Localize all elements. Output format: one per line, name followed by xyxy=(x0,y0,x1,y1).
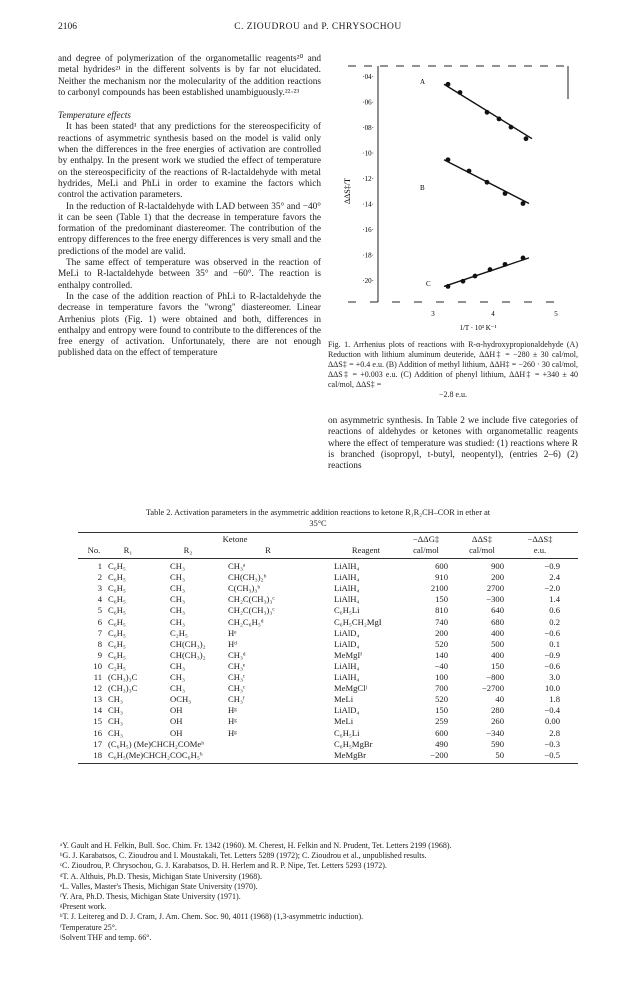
cell-mdds: 1.8 xyxy=(549,694,560,705)
cell-dds: 260 xyxy=(491,716,504,727)
cell-no: 17 xyxy=(93,738,102,749)
cell-reagent: MeLi xyxy=(334,694,354,705)
y-axis-label: ΔΔS‡/T xyxy=(343,178,352,204)
page-number: 2106 xyxy=(58,22,77,32)
cell-reagent: LiAlD₄ xyxy=(334,638,360,649)
paragraph-4: The same effect of temperature was observed in the reaction of MeLi to R-lactaldehyde between 35° and −60°. The reaction is enthalpy controlled. xyxy=(58,258,321,291)
cell-r2: CH₃ xyxy=(170,605,185,616)
y-tick-label: ·12· xyxy=(362,175,374,183)
table-row xyxy=(78,594,578,605)
cell-r1: C₂H₅ xyxy=(108,660,126,671)
header-ddg-unit: cal/mol xyxy=(413,545,439,555)
cell-r: CH₃ᶠ xyxy=(228,694,245,705)
cell-r1: CH₃ xyxy=(108,705,123,716)
table-title xyxy=(58,507,578,529)
data-point-c xyxy=(503,262,508,267)
cell-dds: 50 xyxy=(495,749,504,760)
cell-ddg: 740 xyxy=(435,616,448,627)
header-ketone: Ketone xyxy=(222,534,248,544)
cell-ddg: 520 xyxy=(435,694,448,705)
cell-reagent: LiAlD₄ xyxy=(334,705,360,716)
cell-r2: CH₃ xyxy=(170,594,185,605)
cell-no: 14 xyxy=(93,705,102,716)
footnote: ᶜC. Zioudrou, P. Chrysochou, G. J. Karabatsos, D. H. Herlem and R. P. Nipe, Tet. Letters 5293 (1972). xyxy=(60,861,387,871)
cell-ddg: 140 xyxy=(435,649,448,660)
cell-mdds: 2.8 xyxy=(549,727,560,738)
cell-r1: CH₃ xyxy=(108,727,123,738)
cell-dds: 200 xyxy=(491,572,504,583)
table-footnotes xyxy=(58,841,578,943)
data-point-a xyxy=(458,90,463,95)
cell-r: Hᵈ xyxy=(228,638,237,649)
series-label-b: B xyxy=(420,184,425,192)
cell-r: CH(CH₃)₂ᵇ xyxy=(228,572,267,583)
cell-no: 13 xyxy=(93,694,102,705)
cell-mdds: −0.9 xyxy=(544,561,560,571)
cell-ddg: 810 xyxy=(435,605,448,616)
cell-r1: (CH₃)₃C xyxy=(108,672,138,682)
y-tick-label: ·20· xyxy=(362,277,374,285)
cell-r: CH₂C(CH₃)₃ᶜ xyxy=(228,594,275,605)
cell-reagent: LiAlH₄ xyxy=(334,660,360,671)
x-tick-label: 5 xyxy=(554,310,558,318)
data-point-b xyxy=(467,169,472,174)
cell-dds: 400 xyxy=(491,649,504,660)
cell-dds: −340 xyxy=(486,727,504,738)
cell-r2: CH₃ xyxy=(170,683,185,694)
data-point-c xyxy=(473,274,478,279)
table-row xyxy=(78,572,578,583)
cell-r1: (CH₃)₃C xyxy=(108,683,138,694)
cell-no: 8 xyxy=(97,638,102,649)
cell-dds: 900 xyxy=(491,561,504,571)
cell-r: Hᵍ xyxy=(228,727,237,738)
table-rule-top xyxy=(78,532,578,533)
figure-caption xyxy=(328,340,578,400)
cell-dds: 280 xyxy=(491,705,504,716)
cell-reagent: LiAlH₄ xyxy=(334,594,360,605)
cell-dds: −300 xyxy=(486,594,504,605)
data-point-a xyxy=(524,136,529,141)
footnote: ᵍPresent work. xyxy=(60,902,107,912)
y-tick-label: ·16· xyxy=(362,226,374,234)
running-authors: C. ZIOUDROU and P. CHRYSOCHOU xyxy=(234,22,402,32)
x-axis-label: 1/T · 10³ K⁻¹ xyxy=(459,324,497,332)
y-tick-label: ·06· xyxy=(362,98,374,107)
cell-ddg: 150 xyxy=(435,705,448,716)
header-dds-unit: cal/mol xyxy=(469,545,495,555)
cell-r: CH₃ᶜ xyxy=(228,672,246,682)
cell-no: 6 xyxy=(97,616,102,627)
header-no: No. xyxy=(87,545,101,555)
cell-ddg: 2100 xyxy=(430,583,448,594)
cell-no: 4 xyxy=(97,594,102,605)
cell-mdds: −2.0 xyxy=(544,583,560,594)
cell-reagent: C₆H₅CH₂MgI xyxy=(334,616,382,627)
table-rule-bottom xyxy=(78,763,578,764)
table-row xyxy=(78,639,578,650)
cell-reagent: C₆H₅MgBr xyxy=(334,738,373,749)
cell-r: Hᵍ xyxy=(228,716,237,727)
cell-r2: CH₃ xyxy=(170,572,185,583)
caption-text: Fig. 1. Arrhenius plots of reactions with R-α-hydroxypropionaldehyde (A) Reduction with lithium aluminum deuteride, ΔΔH‡ = −280 ± 30 cal/mol, ΔΔS‡ = +0.4 e.u. (B) Addition of methyl lithium, ΔΔH‡ = −260 · 30 cal/mol, ΔΔS‡ = +0.003 e.u. (C) Addition of phenyl lithium, ΔΔH‡ = +340 ± 40 cal/mol, ΔΔS‡ = xyxy=(328,340,578,389)
y-tick-label: ·10· xyxy=(362,149,374,158)
cell-ddg: 490 xyxy=(435,738,448,749)
cell-reagent: MeMgIᶠ xyxy=(334,649,363,660)
cell-r2: C₂H₅ xyxy=(170,627,188,638)
table-row xyxy=(78,739,578,750)
footnote: ᶠY. Ara, Ph.D. Thesis, Michigan State University (1971). xyxy=(60,892,241,902)
cell-r: CH₃ᵃ xyxy=(228,561,246,571)
cell-no: 2 xyxy=(97,572,102,583)
x-tick-labels xyxy=(431,310,558,318)
cell-no: 10 xyxy=(93,660,102,671)
cell-ddg: 910 xyxy=(435,572,448,583)
cell-r2: CH(CH₃)₂ xyxy=(170,638,206,649)
cell-r1: C₆H₅ xyxy=(108,594,126,605)
series-label-c: C xyxy=(426,280,431,288)
table-title-line-2: 35°C xyxy=(309,519,327,528)
table-row xyxy=(78,683,578,694)
data-point-b xyxy=(521,201,526,206)
cell-dds: −2700 xyxy=(481,683,504,694)
cell-r1: C₆H₅ xyxy=(108,605,126,616)
y-tick-label: ·04· xyxy=(362,73,374,81)
x-tick-label: 4 xyxy=(491,310,495,318)
table-title-line-1: Table 2. Activation parameters in the asymmetric addition reactions to ketone R₁R₂CH–COR in ether at xyxy=(145,508,491,517)
table-row xyxy=(78,694,578,705)
cell-ddg: 200 xyxy=(435,627,448,638)
cell-ddg: 600 xyxy=(435,727,448,738)
cell-dds: −800 xyxy=(486,672,504,682)
cell-r1: C₆H₅ xyxy=(108,638,126,649)
arrhenius-plot xyxy=(328,54,578,339)
header-r1: R₁ xyxy=(123,545,133,555)
table-row xyxy=(78,650,578,661)
caption-last-line: −2.8 e.u. xyxy=(438,390,468,399)
cell-reagent: LiAlH₄ xyxy=(334,561,360,571)
cell-r1: C₆H₅ xyxy=(108,616,126,627)
cell-dds: 2700 xyxy=(486,583,504,594)
y-tick-label: ·08· xyxy=(362,124,374,132)
data-point-a xyxy=(509,125,514,130)
table-row xyxy=(78,661,578,672)
cell-r: CH₂C₆H₅ᵈ xyxy=(228,616,264,627)
figure-1 xyxy=(328,54,578,339)
cell-r: Hᵉ xyxy=(228,627,237,638)
footnote: ᵈT. A. Althuis, Ph.D. Thesis, Michigan State University (1968). xyxy=(60,871,262,881)
header-r: R xyxy=(265,545,271,555)
cell-r2: CH(CH₃)₂ xyxy=(170,649,206,660)
cell-r1: C₆H₅ xyxy=(108,649,126,660)
cell-mdds: 3.0 xyxy=(549,672,560,682)
cell-no: 1 xyxy=(97,561,102,571)
data-point-a xyxy=(485,110,490,115)
cell-ddg: −200 xyxy=(430,749,448,760)
cell-dds: 680 xyxy=(491,616,504,627)
paragraph-5: In the case of the addition reaction of PhLi to R-lactaldehyde the decrease in temperature favors the "wrong" diastereomer. Linear Arrhenius plots (Fig. 1) were obtained and both, differences in enthalpy and entropy were found to contribute to the differences of the free energy of activation. Unfortunately, there are not enough published data on the effect of temperature xyxy=(58,291,321,359)
header-r2: R₂ xyxy=(183,545,193,555)
cell-ddg: 600 xyxy=(435,561,448,571)
cell-r2: OH xyxy=(170,727,183,738)
footnote: ʰT. J. Leitereg and D. J. Cram, J. Am. Chem. Soc. 90, 4011 (1968) (1,3-asymmetric induction). xyxy=(60,912,364,922)
cell-reagent: MeMgClʲ xyxy=(334,683,367,694)
cell-r2: OCH₃ xyxy=(170,694,192,705)
cell-no: 15 xyxy=(93,716,102,727)
y-tick-label: ·18· xyxy=(362,251,374,260)
cell-r1: (C₆H₅) (Me)CHCH₂COMeʰ xyxy=(108,738,205,749)
series-line-c xyxy=(444,258,529,287)
footnote: ᵇG. J. Karabatsos, C. Zioudrou and I. Moustakali, Tet. Letters 5289 (1972); C. Zioudrou et al., unpublished results. xyxy=(60,851,427,861)
y-tick-label: ·14· xyxy=(362,200,374,209)
header-mdds-unit: e.u. xyxy=(533,545,547,555)
footnote: ʲSolvent THF and temp. 66°. xyxy=(60,932,152,942)
cell-r1: CH₃ xyxy=(108,716,123,727)
data-point-c xyxy=(446,284,451,289)
header-mdds: −ΔΔS‡ xyxy=(527,534,553,544)
cell-reagent: LiAlD₄ xyxy=(334,627,360,638)
header-reagent: Reagent xyxy=(351,545,381,555)
cell-dds: 150 xyxy=(491,660,504,671)
cell-r2: CH₃ xyxy=(170,616,185,627)
x-tick-label: 3 xyxy=(431,310,435,318)
y-tick-labels xyxy=(362,73,374,285)
cell-r1: C₆H₅ xyxy=(108,627,126,638)
section-heading: Temperature effects xyxy=(58,111,131,122)
cell-dds: 500 xyxy=(491,638,504,649)
cell-no: 16 xyxy=(93,727,102,738)
cell-r2: OH xyxy=(170,705,183,716)
cell-reagent: C₆H₅Li xyxy=(334,605,360,616)
cell-r: CH₃ᵈ xyxy=(228,649,246,660)
cell-ddg: 700 xyxy=(435,683,448,694)
cell-dds: 640 xyxy=(491,605,504,616)
cell-r1: C₆H₅ xyxy=(108,572,126,583)
data-point-a xyxy=(446,82,451,87)
table-row xyxy=(78,705,578,716)
cell-dds: 590 xyxy=(491,738,504,749)
table-row xyxy=(78,716,578,727)
cell-reagent: LiAlH₄ xyxy=(334,572,360,583)
cell-r: C(CH₃)₃ᵇ xyxy=(228,583,261,594)
data-point-b xyxy=(485,180,490,185)
cell-ddg: −40 xyxy=(434,660,448,671)
table-rule-header xyxy=(78,558,578,559)
cell-reagent: LiAlH₄ xyxy=(334,672,360,682)
cell-r: CH₃ᶜ xyxy=(228,683,246,694)
data-point-b xyxy=(503,191,508,196)
footnote: ⁱTemperature 25°. xyxy=(60,922,117,932)
cell-mdds: 1.4 xyxy=(549,594,560,605)
table-row xyxy=(78,605,578,616)
cell-ddg: 520 xyxy=(435,638,448,649)
footnote: ᵉL. Valles, Master's Thesis, Michigan State University (1970). xyxy=(60,881,258,891)
cell-ddg: 150 xyxy=(435,594,448,605)
cell-r2: CH₃ xyxy=(170,660,185,671)
data-point-a xyxy=(497,117,502,122)
cell-reagent: MeMgBr xyxy=(334,749,366,760)
table-row xyxy=(78,750,578,761)
cell-r1: CH₃ xyxy=(108,694,123,705)
cell-no: 9 xyxy=(97,649,102,660)
paragraph-1: and degree of polymerization of the organometallic reagents²⁰ and metal hydrides²¹ in the different solvents is by far not elucidated. Neither the mechanism nor the molecularity of the addition reactions to carbonyl compounds has been established unambiguously.²²·²³ xyxy=(58,54,321,98)
left-column xyxy=(58,54,321,360)
cell-no: 5 xyxy=(97,605,102,616)
cell-r2: CH₃ xyxy=(170,672,185,682)
cell-mdds: 0.00 xyxy=(544,716,560,727)
cell-mdds: −0.5 xyxy=(544,749,560,760)
cell-mdds: 2.4 xyxy=(549,572,560,583)
cell-no: 3 xyxy=(97,583,102,594)
right-column xyxy=(328,416,578,472)
cell-dds: 400 xyxy=(491,627,504,638)
cell-mdds: 10.0 xyxy=(544,683,560,694)
cell-r: CH₂C(CH₃)₃ᶜ xyxy=(228,605,275,616)
cell-mdds: 0.6 xyxy=(549,605,560,616)
header-dds: ΔΔS‡ xyxy=(471,534,493,544)
cell-reagent: LiAlH₄ xyxy=(334,583,360,594)
cell-r1: C₆H₅ xyxy=(108,583,126,594)
paragraph-right-1: on asymmetric synthesis. In Table 2 we include five categories of reactions of aldehydes or ketones with organometallic reagents where the effect of temperature was studied: (1) reactions where R is branched (isopropyl, t-butyl, neopentyl), (entries 2–6) (2) reactions xyxy=(328,416,578,472)
plot-axes xyxy=(348,66,568,302)
data-point-c xyxy=(488,267,493,272)
data-point-b xyxy=(446,157,451,162)
table-row xyxy=(78,728,578,739)
cell-ddg: 100 xyxy=(435,672,448,682)
cell-r: CH₃ᵉ xyxy=(228,660,246,671)
cell-mdds: −0.4 xyxy=(544,705,560,716)
cell-r2: CH₃ xyxy=(170,583,185,594)
paragraph-2: It has been stated¹ that any predictions for the stereospecificity of reactions of asymmetric synthesis based on the model is valid only when the differences in the free energies of activation are controlled by enthalpy. In the present work we studied the effect of temperature on the stereospecificity of the reactions of R-lactaldehyde with metal hydrides, MeLi and PhLi in order to examine the factors which control the activation parameters. xyxy=(58,122,321,201)
paragraph-3: In the reduction of R-lactaldehyde with LAD between 35° and −40° it can be seen (Table 1) that the decrease in temperature favors the formation of the predominant diastereomer. The contribution of the entropy differences to the free energy differences is very small and the predictions of the model are valid. xyxy=(58,201,321,257)
table-row xyxy=(78,672,578,683)
cell-reagent: MeLi xyxy=(334,716,354,727)
cell-mdds: −0.3 xyxy=(544,738,560,749)
table-row xyxy=(78,628,578,639)
cell-mdds: 0.1 xyxy=(549,638,560,649)
table-row xyxy=(78,583,578,594)
series-label-a: A xyxy=(420,78,426,86)
cell-mdds: −0.6 xyxy=(544,627,560,638)
cell-reagent: C₆H₅Li xyxy=(334,727,360,738)
cell-dds: 40 xyxy=(495,694,504,705)
footnote: ᵃY. Gault and H. Felkin, Bull. Soc. Chim. Fr. 1342 (1960). M. Cherest, H. Felkin and N. Prudent, Tet. Letters 2199 (1968). xyxy=(60,841,452,850)
header-ddg: −ΔΔG‡ xyxy=(412,534,440,544)
cell-r2: OH xyxy=(170,716,183,727)
cell-no: 12 xyxy=(93,683,102,694)
cell-r1: C₆H₅(Me)CHCH₂COC₆H₅ʰ xyxy=(108,749,203,760)
data-marks xyxy=(420,78,532,289)
cell-ddg: 259 xyxy=(435,716,448,727)
cell-mdds: −0.9 xyxy=(544,649,560,660)
cell-no: 11 xyxy=(93,672,102,682)
cell-no: 18 xyxy=(93,749,102,760)
cell-r: Hᵍ xyxy=(228,705,237,716)
table-row xyxy=(78,617,578,628)
cell-r1: C₆H₅ xyxy=(108,561,126,571)
cell-r2: CH₃ xyxy=(170,561,185,571)
data-point-c xyxy=(521,255,526,260)
cell-mdds: −0.6 xyxy=(544,660,560,671)
cell-mdds: 0.2 xyxy=(549,616,560,627)
data-point-c xyxy=(461,279,466,284)
table-row xyxy=(78,561,578,572)
cell-no: 7 xyxy=(97,627,102,638)
